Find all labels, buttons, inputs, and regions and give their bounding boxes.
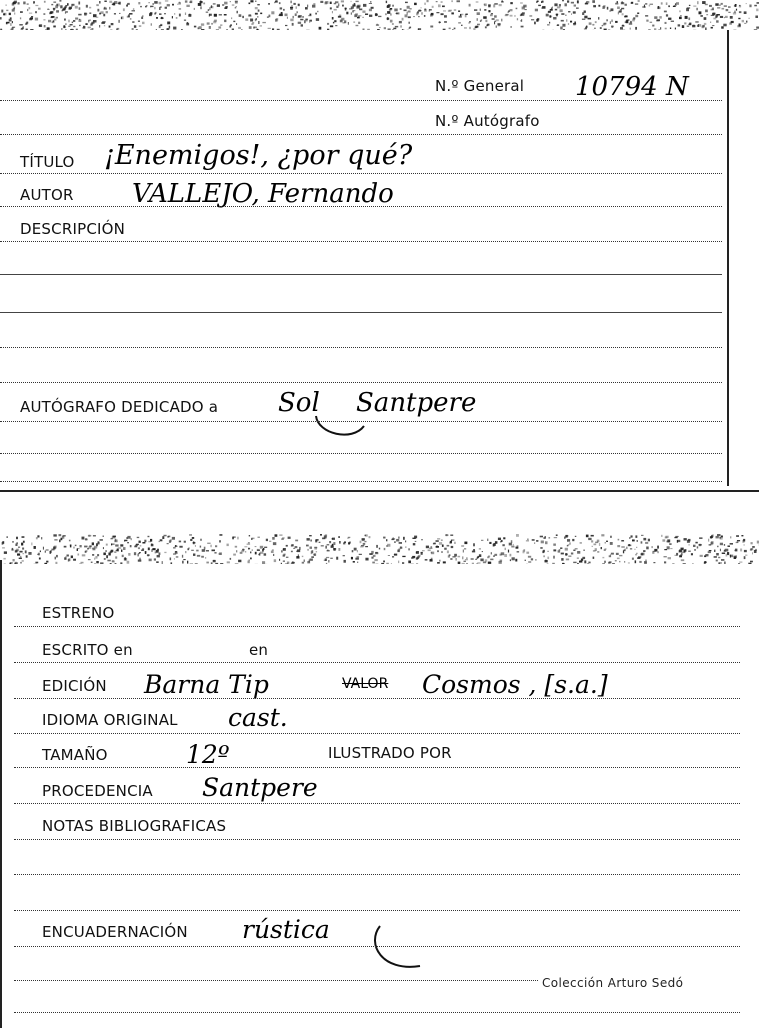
- card-separator: [0, 490, 759, 492]
- encuadernacion-value: rústica: [242, 915, 330, 944]
- general-number-value: 10794 N: [575, 72, 689, 102]
- dedicado-value-second: Santpere: [356, 388, 477, 418]
- encuadernacion-rule: [14, 946, 740, 947]
- blank-rule-6: [0, 481, 722, 482]
- hole-punch-mark-1: [312, 396, 372, 442]
- coleccion-rule: [14, 980, 538, 981]
- escrito-en-label: en: [249, 641, 269, 659]
- blank-rule-4: [0, 382, 722, 383]
- escrito-rule: [14, 662, 740, 663]
- edicion-label: EDICIÓN: [42, 677, 107, 695]
- autografo-number-label: N.º Autógrafo: [435, 112, 540, 130]
- blank-rule-3: [0, 347, 722, 348]
- encuadernacion-label: ENCUADERNACIÓN: [42, 923, 188, 941]
- ilustrado-label: ILUSTRADO POR: [328, 744, 452, 762]
- general-number-rule: [0, 100, 722, 101]
- hole-punch-mark-2: [368, 922, 438, 974]
- blank-rule-7: [14, 874, 740, 875]
- autor-label: AUTOR: [20, 186, 74, 204]
- titulo-label: TÍTULO: [20, 153, 75, 171]
- autor-value: VALLEJO, Fernando: [132, 179, 394, 209]
- scan-noise-band-top: [0, 0, 759, 30]
- blank-rule-8: [14, 910, 740, 911]
- estreno-rule: [14, 626, 740, 627]
- edicion-value-first: Barna Tip: [144, 670, 269, 699]
- dedicado-rule: [0, 421, 722, 422]
- notas-label: NOTAS BIBLIOGRAFICAS: [42, 817, 227, 835]
- tamano-rule: [14, 767, 740, 768]
- edicion-struck-text: VALOR: [342, 676, 389, 692]
- procedencia-label: PROCEDENCIA: [42, 782, 153, 800]
- blank-rule-5: [0, 453, 722, 454]
- idioma-label: IDIOMA ORIGINAL: [42, 711, 178, 729]
- blank-rule-1: [0, 274, 722, 275]
- tamano-value: 12º: [186, 740, 230, 769]
- escrito-label: ESCRITO en: [42, 641, 133, 659]
- edicion-rule: [14, 698, 740, 699]
- notas-rule: [14, 839, 740, 840]
- procedencia-value: Santpere: [202, 773, 318, 802]
- dedicado-value-first: Sol: [278, 388, 320, 418]
- estreno-label: ESTRENO: [42, 604, 115, 622]
- edicion-value-second: Cosmos , [s.a.]: [422, 670, 608, 699]
- general-number-label: N.º General: [435, 77, 525, 95]
- titulo-rule: [0, 173, 722, 174]
- titulo-value: ¡Enemigos!, ¿por qué?: [104, 140, 413, 171]
- coleccion-stamp: Colección Arturo Sedó: [542, 976, 684, 990]
- procedencia-rule: [14, 803, 740, 804]
- bottom-rule: [14, 1012, 740, 1013]
- descripcion-label: DESCRIPCIÓN: [20, 220, 126, 238]
- blank-rule-2: [0, 312, 722, 313]
- dedicado-label: AUTÓGRAFO DEDICADO a: [20, 398, 219, 416]
- tamano-label: TAMAÑO: [42, 746, 108, 764]
- autor-rule: [0, 206, 722, 207]
- descripcion-rule: [0, 241, 722, 242]
- autografo-rule: [0, 134, 722, 135]
- idioma-rule: [14, 733, 740, 734]
- idioma-value: cast.: [228, 703, 288, 732]
